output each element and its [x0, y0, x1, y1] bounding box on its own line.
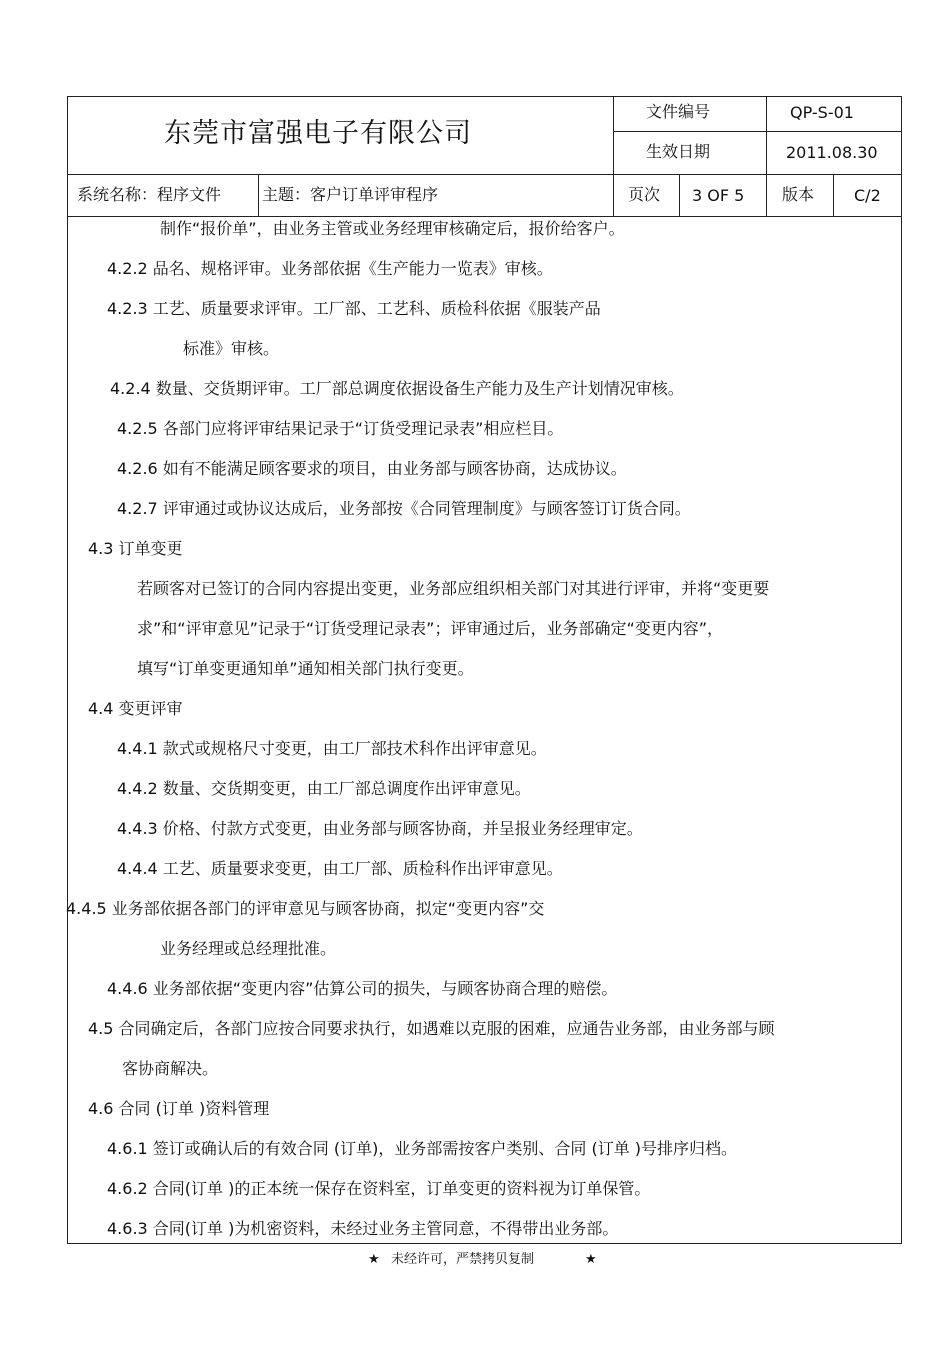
version-value: C/2	[854, 186, 881, 205]
body-line: 4.4.3 价格、付款方式变更，由业务部与顾客协商，并呈报业务经理审定。	[117, 819, 643, 838]
body-line: 4.2.6 如有不能满足顾客要求的项目，由业务部与顾客协商，达成协议。	[117, 459, 627, 478]
header-col-766	[766, 96, 767, 175]
section-heading: 4.3 订单变更	[88, 539, 183, 558]
version-label: 版本	[782, 185, 815, 204]
subject: 主题：客户订单评审程序	[262, 185, 439, 204]
body-line: 4.4.2 数量、交货期变更，由工厂部总调度作出评审意见。	[117, 779, 531, 798]
body-line: 4.4.6 业务部依据“变更内容”估算公司的损失，与顾客协商合理的赔偿。	[107, 979, 618, 998]
company-name: 东莞市富强电子有限公司	[164, 118, 472, 149]
system-name: 系统名称：程序文件	[77, 185, 222, 204]
body-line: 业务经理或总经理批准。	[160, 939, 337, 958]
footer-notice: 未经许可，严禁拷贝复制	[391, 1252, 535, 1267]
header-divider-mid	[613, 131, 902, 132]
effective-date-value: 2011.08.30	[786, 143, 878, 162]
body-line: 若顾客对已签订的合同内容提出变更，业务部应组织相关部门对其进行评审，并将“变更要	[137, 579, 770, 598]
star-icon: ★	[585, 1252, 597, 1267]
section-heading: 4.6 合同 (订单 )资料管理	[88, 1099, 270, 1118]
body-line: 4.2.4 数量、交货期评审。工厂部总调度依据设备生产能力及生产计划情况审核。	[110, 379, 684, 398]
doc-no-value: QP-S-01	[790, 103, 854, 122]
effective-date-label: 生效日期	[646, 142, 711, 161]
body-line: 4.2.7 评审通过或协议达成后，业务部按《合同管理制度》与顾客签订订货合同。	[117, 499, 691, 518]
body-line: 4.2.3 工艺、质量要求评审。工厂部、工艺科、质检科依据《服装产品	[107, 299, 601, 318]
body-line: 4.4.1 款式或规格尺寸变更，由工厂部技术科作出评审意见。	[117, 739, 547, 758]
body-line: 4.5 合同确定后，各部门应按合同要求执行，如遇难以克服的困难，应通告业务部，由业务部与顾	[88, 1019, 775, 1038]
body-line: 填写“订单变更通知单”通知相关部门执行变更。	[137, 659, 474, 678]
header-col-258	[258, 174, 259, 216]
page-value: 3 OF 5	[692, 186, 745, 205]
header-divider-top	[67, 174, 902, 175]
body-line: 4.6.2 合同(订单 )的正本统一保存在资料室，订单变更的资料视为订单保管。	[107, 1179, 651, 1198]
header-col-613	[613, 96, 614, 216]
body-line: 4.4.4 工艺、质量要求变更，由工厂部、质检科作出评审意见。	[117, 859, 563, 878]
body-line: 4.4.5 业务部依据各部门的评审意见与顾客协商，拟定“变更内容”交	[66, 899, 545, 918]
star-icon: ★	[368, 1252, 380, 1267]
body-line: 标准》审核。	[183, 339, 280, 358]
page-label: 页次	[628, 185, 661, 204]
body-line: 求”和“评审意见”记录于“订货受理记录表”；评审通过后，业务部确定“变更内容”，	[137, 619, 724, 638]
body-line: 4.2.2 品名、规格评审。业务部依据《生产能力一览表》审核。	[107, 259, 553, 278]
header-col-766b	[766, 174, 767, 216]
body-line: 4.2.5 各部门应将评审结果记录于“订货受理记录表”相应栏目。	[117, 419, 564, 438]
body-line: 制作“报价单”，由业务主管或业务经理审核确定后，报价给客户。	[160, 219, 625, 238]
section-heading: 4.4 变更评审	[88, 699, 183, 718]
body-line: 4.6.3 合同(订单 )为机密资料，未经过业务主管同意，不得带出业务部。	[107, 1219, 619, 1238]
header-col-679	[679, 174, 680, 216]
body-line: 4.6.1 签订或确认后的有效合同 (订单)，业务部需按客户类别、合同 (订单 )号排序归档。	[107, 1139, 738, 1158]
header-divider-bottom	[67, 216, 902, 217]
doc-no-label: 文件编号	[646, 102, 711, 121]
header-col-833	[833, 174, 834, 216]
body-line: 客协商解决。	[122, 1059, 219, 1078]
